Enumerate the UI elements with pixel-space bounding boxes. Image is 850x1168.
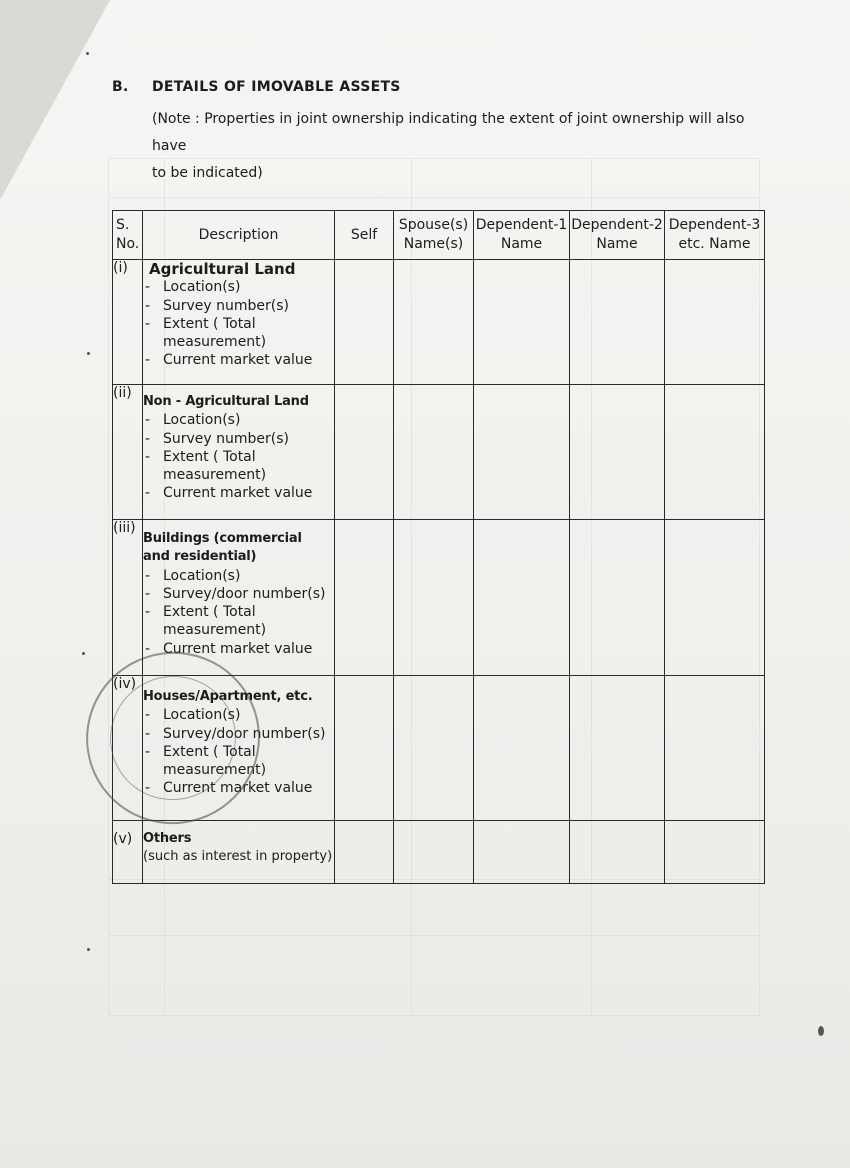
header-description: Description xyxy=(143,211,335,260)
row-item: - Location(s) xyxy=(143,567,334,585)
section-heading xyxy=(112,79,401,95)
folded-corner xyxy=(0,0,110,200)
row-item: - Location(s) xyxy=(143,706,334,724)
header-sno: S. No. xyxy=(113,211,143,260)
row-item: - Current market value xyxy=(143,640,334,658)
row-item: - Current market value xyxy=(143,351,334,369)
scan-speck xyxy=(82,652,85,655)
cell-spouse[interactable] xyxy=(394,821,474,884)
row-item: - Extent ( Total xyxy=(143,448,334,466)
cell-dependent-1[interactable] xyxy=(474,260,570,385)
header-dependent-3: Dependent-3 etc. Name xyxy=(665,211,765,260)
row-category: Houses/Apartment, etc. xyxy=(143,689,313,704)
row-number: (ii) xyxy=(113,385,143,520)
row-category: Agricultural Land xyxy=(149,260,296,278)
cell-dependent-2[interactable] xyxy=(570,676,665,821)
row-category-continued: and residential) xyxy=(143,549,257,565)
cell-self[interactable] xyxy=(335,385,394,520)
cell-dependent-3[interactable] xyxy=(665,260,765,385)
row-item: - Current market value xyxy=(143,779,334,797)
row-item: - Location(s) xyxy=(143,411,334,429)
row-category: Buildings (commercial xyxy=(143,531,302,546)
scan-speck xyxy=(86,52,89,55)
header-spouse: Spouse(s) Name(s) xyxy=(394,211,474,260)
row-item-continued: measurement) xyxy=(163,334,267,351)
row-detail: (such as interest in property) xyxy=(143,849,333,865)
scan-speck xyxy=(818,1026,824,1036)
row-item: - Extent ( Total xyxy=(143,743,334,761)
table-row xyxy=(113,520,765,676)
row-item-continued: measurement) xyxy=(163,467,267,484)
scan-speck xyxy=(87,948,90,951)
header-dependent-2: Dependent-2 Name xyxy=(570,211,665,260)
table-row xyxy=(113,260,765,385)
cell-spouse[interactable] xyxy=(394,676,474,821)
row-item: - Survey number(s) xyxy=(143,297,334,315)
cell-spouse[interactable] xyxy=(394,260,474,385)
row-description xyxy=(143,260,335,385)
row-item-continued: measurement) xyxy=(163,762,267,779)
row-item: - Current market value xyxy=(143,484,334,502)
table-header-row xyxy=(113,211,765,260)
section-note xyxy=(152,106,762,187)
row-item: - Extent ( Total xyxy=(143,603,334,621)
cell-self[interactable] xyxy=(335,260,394,385)
note-line-2: to be indicated) xyxy=(152,165,263,181)
note-line-1: (Note : Properties in joint ownership indicating the extent of joint ownership will also have xyxy=(152,111,745,154)
table-row xyxy=(113,821,765,884)
cell-dependent-1[interactable] xyxy=(474,821,570,884)
cell-self[interactable] xyxy=(335,676,394,821)
row-number: (i) xyxy=(113,260,143,385)
header-self: Self xyxy=(335,211,394,260)
row-item: - Survey/door number(s) xyxy=(143,725,334,743)
section-letter: B. xyxy=(112,79,129,95)
row-description xyxy=(143,520,335,676)
cell-dependent-1[interactable] xyxy=(474,385,570,520)
immovable-assets-table xyxy=(112,210,765,884)
table-row xyxy=(113,676,765,821)
row-description xyxy=(143,821,335,884)
row-number: (v) xyxy=(113,821,143,884)
row-item-continued: measurement) xyxy=(163,622,267,639)
cell-self[interactable] xyxy=(335,821,394,884)
cell-dependent-1[interactable] xyxy=(474,520,570,676)
row-item: - Survey/door number(s) xyxy=(143,585,334,603)
header-dependent-1: Dependent-1 Name xyxy=(474,211,570,260)
cell-dependent-1[interactable] xyxy=(474,676,570,821)
row-number: (iv) xyxy=(113,676,143,821)
cell-self[interactable] xyxy=(335,520,394,676)
row-item: - Survey number(s) xyxy=(143,430,334,448)
cell-dependent-3[interactable] xyxy=(665,520,765,676)
table-row xyxy=(113,385,765,520)
cell-dependent-2[interactable] xyxy=(570,520,665,676)
row-category: Non - Agricultural Land xyxy=(143,394,309,409)
row-description xyxy=(143,385,335,520)
cell-dependent-3[interactable] xyxy=(665,821,765,884)
cell-dependent-3[interactable] xyxy=(665,385,765,520)
cell-spouse[interactable] xyxy=(394,520,474,676)
cell-dependent-2[interactable] xyxy=(570,821,665,884)
cell-dependent-2[interactable] xyxy=(570,385,665,520)
row-category: Others xyxy=(143,831,192,846)
row-item: - Extent ( Total xyxy=(143,315,334,333)
section-title: DETAILS OF IMOVABLE ASSETS xyxy=(152,79,401,95)
row-description xyxy=(143,676,335,821)
cell-dependent-2[interactable] xyxy=(570,260,665,385)
scan-speck xyxy=(87,352,90,355)
cell-spouse[interactable] xyxy=(394,385,474,520)
row-number: (iii) xyxy=(113,520,143,676)
row-item: - Location(s) xyxy=(143,278,334,296)
cell-dependent-3[interactable] xyxy=(665,676,765,821)
